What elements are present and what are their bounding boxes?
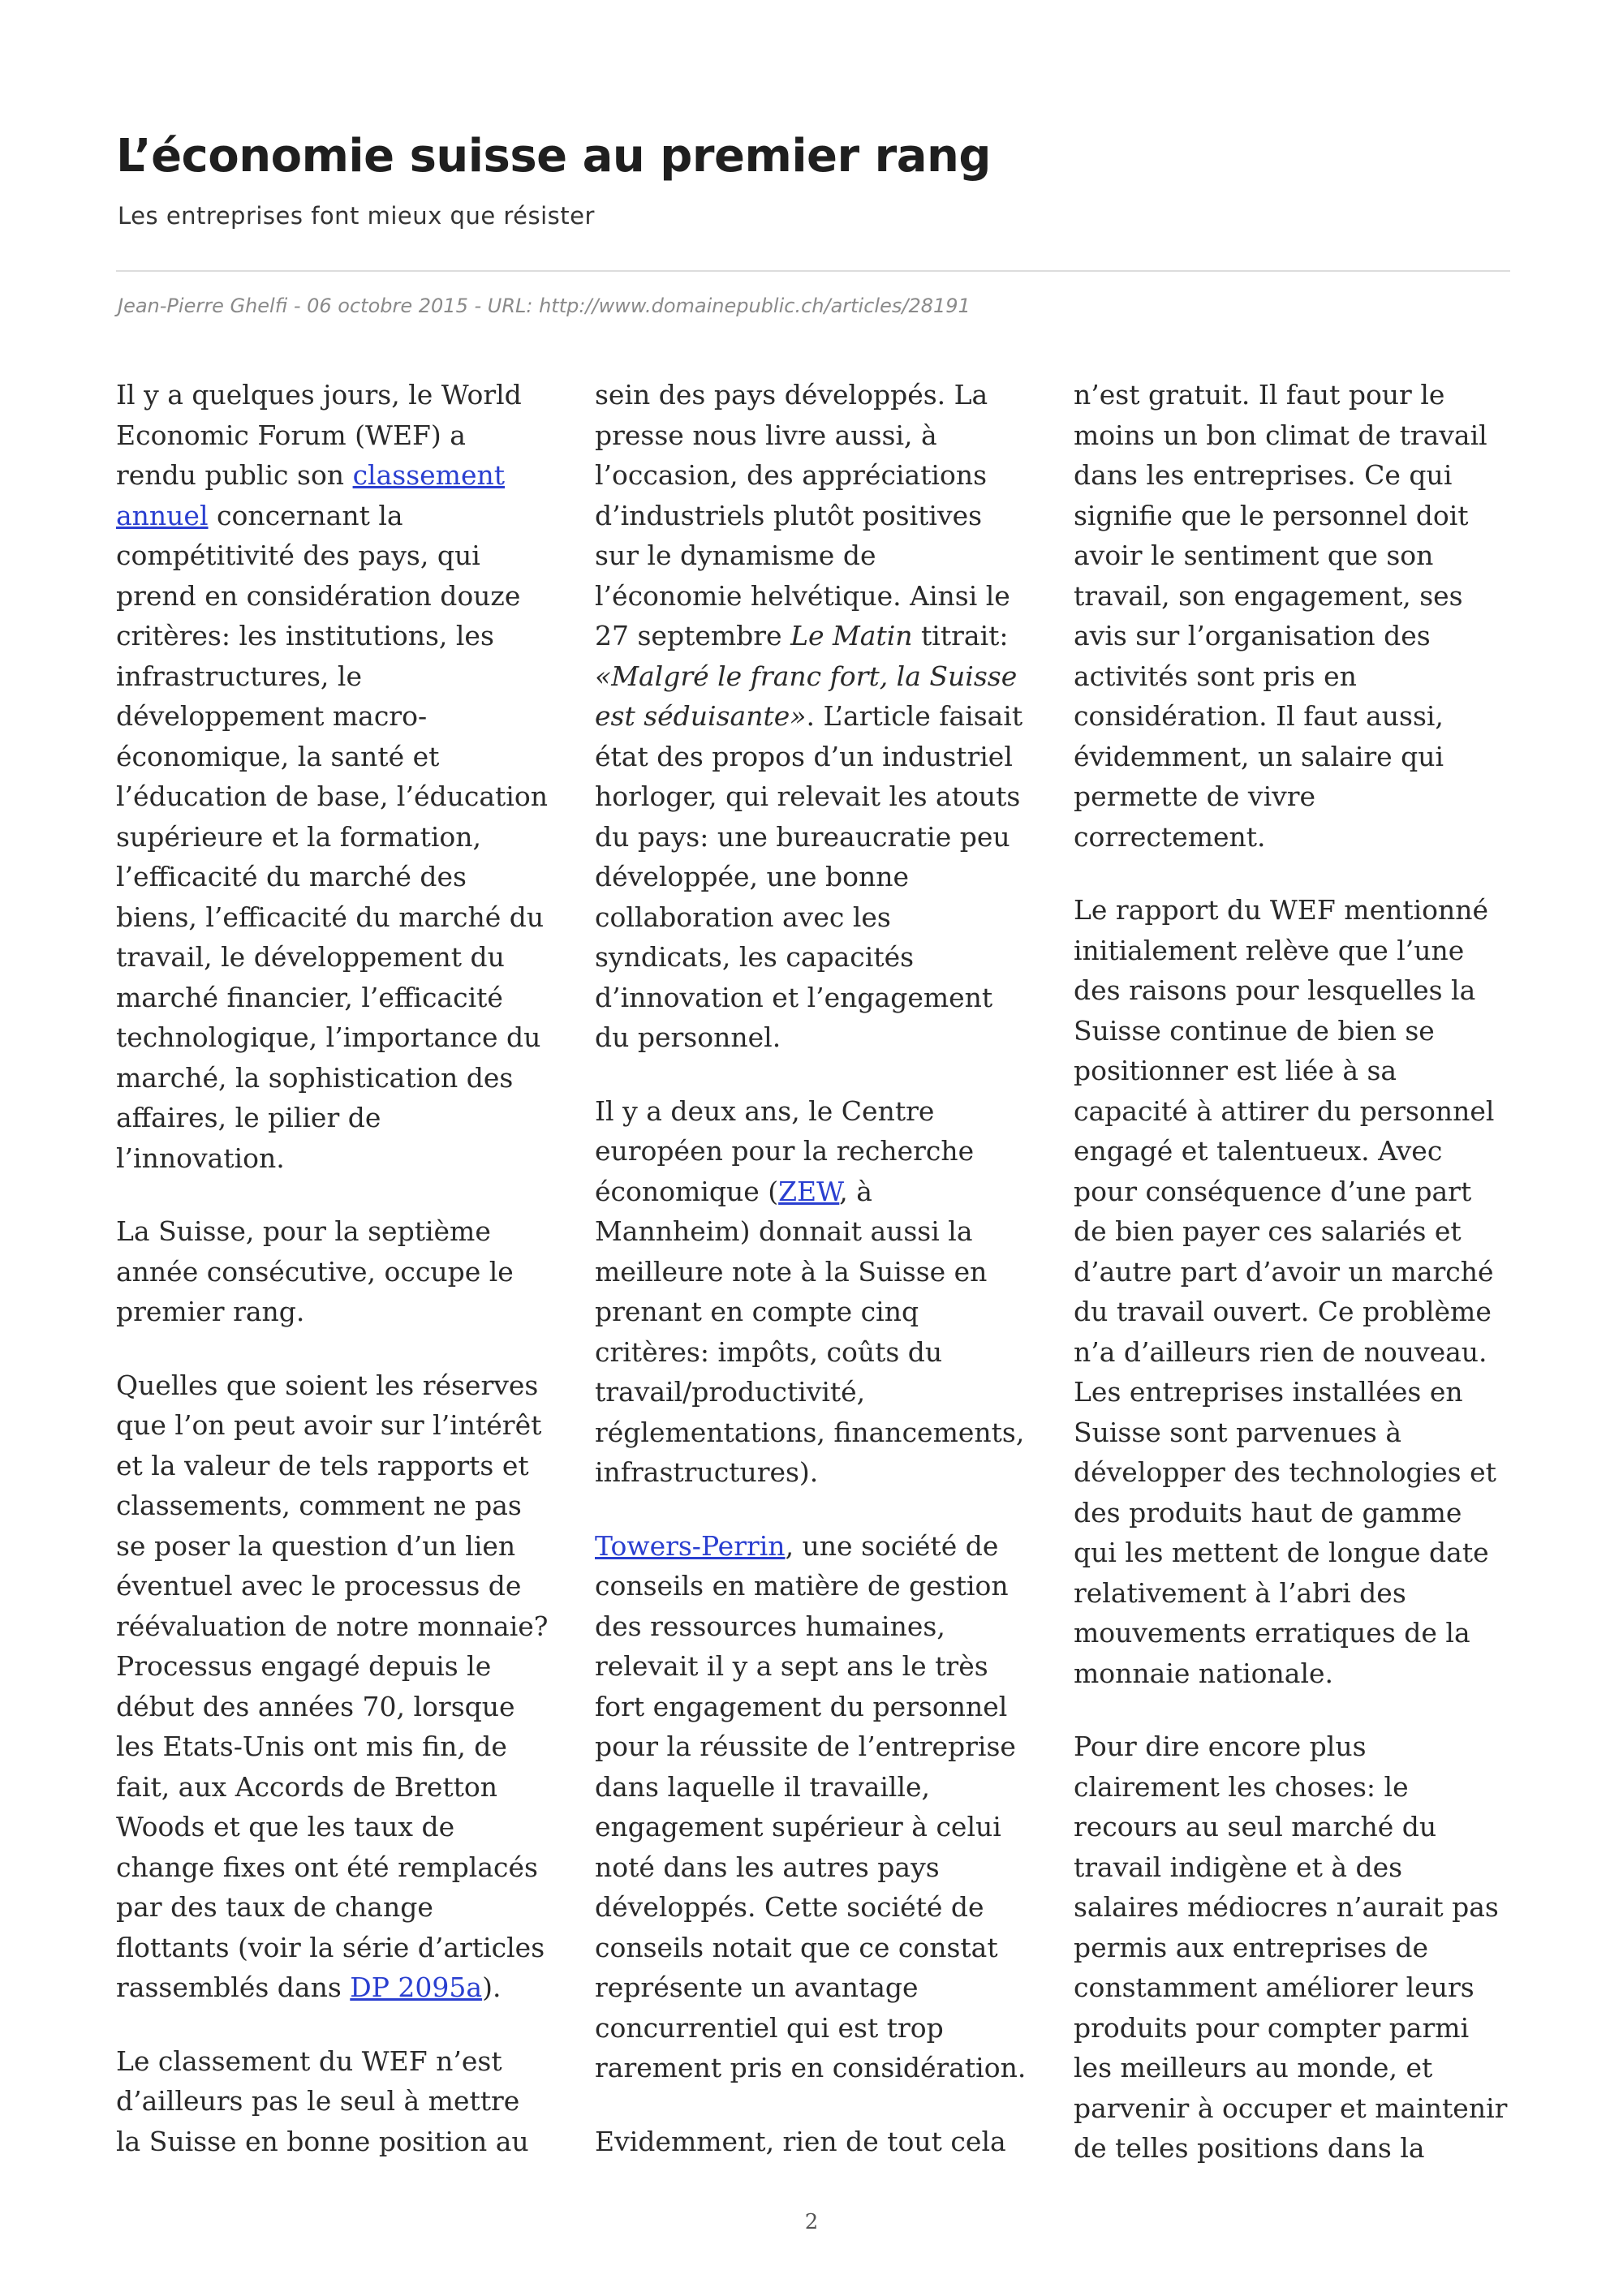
header-divider (116, 270, 1510, 272)
paragraph: Il y a quelques jours, le World Economic Forum (WEF) a rendu public son classement annuel concernant la compétitivité des pays, qui prend en considération douze critères: les institutions, les infrastructures, le développement macro-économique, la santé et l’éducation de base, l’éducation supérieure et la formation, l’efficacité du marché des biens, l’efficacité du marché du travail, le développement du marché financier, l’efficacité technologique, l’importance du marché, la sophistication des affaires, le pilier de l’innovation. (116, 379, 548, 1174)
paragraph: Le rapport du WEF mentionné initialement relève que l’une des raisons pour lesquelles la Suisse continue de bien se positionner est liée à sa capacité à attirer du personnel engagé et talentueux. Avec pour conséquence d’une part de bien payer ces salariés et d’autre part d’avoir un marché du travail ouvert. Ce problème n’a d’ailleurs rien de nouveau. Les entreprises installées en Suisse sont parvenues à développer des technologies et des produits haut de gamme qui les mettent de longue date relativement à l’abri des mouvements erratiques de la monnaie nationale. (1074, 894, 1496, 1689)
article-title: L’économie suisse au premier rang (116, 130, 991, 183)
link-zew[interactable]: ZEW (778, 1175, 840, 1207)
newspaper-name: Le Matin (790, 620, 913, 651)
paragraph: La Suisse, pour la septième année consécutive, occupe le premier rang. (116, 1215, 514, 1327)
paragraph: sein des pays développés. La presse nous livre aussi, à l’occasion, des appréciations d’industriels plutôt positives sur le dynamisme de l’économie helvétique. Ainsi le 27 septembre Le Matin titrait: «Malgré le franc fort, la Suisse est séduisante». L’article faisait état des propos d’un industriel horloger, qui relevait les atouts du pays: une bureaucratie peu développée, une bonne collaboration avec les syndicats, les capacités d’innovation et l’engagement du personnel. (595, 379, 1023, 1053)
paragraph: n’est gratuit. Il faut pour le moins un bon climat de travail dans les entreprises. Ce qui signifie que le personnel doit avoir le sentiment que son travail, son engagement, ses avis sur l’organisation des activités sont pris en considération. Il faut aussi, évidemment, un salaire qui permette de vivre correctement. (1074, 379, 1487, 853)
paragraph: Quelles que soient les réserves que l’on peut avoir sur l’intérêt et la valeur de tels rapports et classements, comment ne pas se poser la question d’un lien éventuel avec le processus de réévaluation de notre monnaie? Processus engagé depuis le début des années 70, lorsque les Etats-Unis ont mis fin, de fait, aux Accords de Bretton Woods et que les taux de change fixes ont été remplacés par des taux de change flottants (voir la série d’articles rassemblés dans DP 2095a). (116, 1369, 549, 2003)
column-1 (116, 375, 553, 2176)
paragraph: Evidemment, rien de tout cela (595, 2125, 1006, 2157)
article-subtitle: Les entreprises font mieux que résister (118, 202, 595, 230)
paragraph: Le classement du WEF n’est d’ailleurs pas le seul à mettre la Suisse en bonne position au (116, 2044, 529, 2157)
quoted-headline: «Malgré le franc fort, la Suisse est séduisante» (595, 660, 1018, 732)
column-2 (595, 375, 1031, 2176)
page-number: 2 (804, 2210, 819, 2234)
paragraph: Il y a deux ans, le Centre européen pour la recherche économique (ZEW, à Mannheim) donnait aussi la meilleure note à la Suisse en prenant en compte cinq critères: impôts, coûts du travail/productivité, réglementations, financements, infrastructures). (595, 1094, 1025, 1488)
column-3 (1074, 375, 1510, 2176)
link-dp-2095a[interactable]: DP 2095a (350, 1971, 483, 2003)
article-body (116, 375, 1510, 2176)
article-meta: Jean-Pierre Ghelfi - 06 octobre 2015 - URL: http://www.domainepublic.ch/articles/28191 (118, 295, 971, 317)
paragraph: Towers-Perrin, une société de conseils en matière de gestion des ressources humaines, relevait il y a sept ans le très fort engagement du personnel pour la réussite de l’entreprise dans laquelle il travaille, engagement supérieur à celui noté dans les autres pays développés. Cette société de conseils notait que ce constat représente un avantage concurrentiel qui est trop rarement pris en considération. (595, 1529, 1027, 2083)
link-classement-annuel[interactable]: classement annuel (116, 459, 506, 531)
paragraph: Pour dire encore plus clairement les choses: le recours au seul marché du travail indigène et à des salaires médiocres n’aurait pas permis aux entreprises de constamment améliorer leurs produits pour compter parmi les meilleurs au monde, et parvenir à occuper et maintenir de telles positions dans la (1074, 1731, 1508, 2164)
link-towers-perrin[interactable]: Towers-Perrin (595, 1529, 786, 1562)
